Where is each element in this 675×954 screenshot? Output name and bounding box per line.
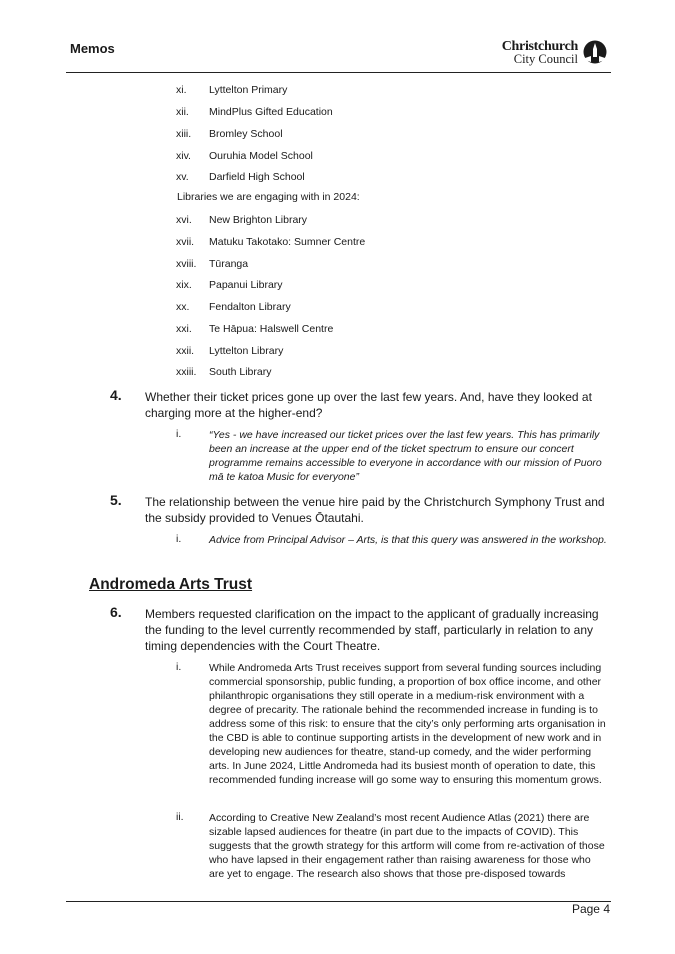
list-item: xii. MindPlus Gifted Education	[176, 106, 333, 118]
answer-number: i.	[176, 533, 182, 545]
list-item: xv. Darfield High School	[176, 171, 305, 183]
list-item: xx. Fendalton Library	[176, 301, 291, 313]
answer-text: While Andromeda Arts Trust receives support from several funding sources including commercial sponsorship, public funding, a proportion of box office income, and other philanthropic organisations they still operate in a medium-risk environment with a degree of precarity. The rationale behind the recommended increase in funding is to address some of this risk: to ensure that the city’s only performing arts organisation in the CBD is able to continue supporting artists in the development of new work and in developing new audiences for theatre, stand-up comedy, and the wider performing arts. In June 2024, Little Andromeda had its busiest month of operation to date, this recommended funding increase will go some way to ensuring this momentum grows.	[209, 662, 606, 786]
libraries-intro: Libraries we are engaging with in 2024:	[177, 191, 360, 203]
question-number: 4.	[110, 387, 122, 403]
answer-number: ii.	[176, 811, 184, 823]
list-item: xix. Papanui Library	[176, 279, 283, 291]
list-item: xvi. New Brighton Library	[176, 214, 308, 226]
list-item: xxii. Lyttelton Library	[176, 345, 284, 357]
header-divider	[66, 72, 611, 73]
council-logo	[496, 40, 608, 70]
question-text: The relationship between the venue hire paid by the Christchurch Symphony Trust and the subsidy provided to Venues Ōtautahi.	[145, 495, 605, 525]
list-item: xviii. Tūranga	[176, 258, 249, 270]
logo-line-2: City Council	[513, 52, 578, 66]
footer-divider	[66, 901, 611, 902]
question-text: Whether their ticket prices gone up over the last few years. And, have they looked at charging more at the higher-end?	[145, 390, 592, 420]
logo-line-1: Christchurch	[501, 39, 578, 54]
answer-text: Advice from Principal Advisor – Arts, is that this query was answered in the workshop.	[209, 534, 607, 546]
list-item: xxiii. South Library	[176, 366, 272, 378]
section-heading: Andromeda Arts Trust	[89, 576, 253, 593]
answer-number: i.	[176, 661, 182, 673]
question-text: Members requested clarification on the impact to the applicant of gradually increasing the funding to the level currently recommended by staff, particularly in relation to any timing dependencies with the Court Theatre.	[145, 607, 599, 653]
list-item: xiii. Bromley School	[176, 128, 283, 140]
answer-text: “Yes - we have increased our ticket prices over the last few years. This has primarily been an increase at the upper end of the ticket spectrum to ensure our concert programme remains accessible to everyone in accordance with our mission of Puoro mā te katoa Music for everyone”	[209, 429, 602, 483]
list-item: xi. Lyttelton Primary	[176, 84, 288, 96]
list-item: xvii. Matuku Takotako: Sumner Centre	[176, 236, 366, 248]
page-number: Page 4	[571, 902, 610, 916]
list-item: xxi. Te Hāpua: Halswell Centre	[176, 323, 334, 335]
cathedral-logo-icon	[582, 40, 608, 66]
answer-text: According to Creative New Zealand’s most recent Audience Atlas (2021) there are sizable lapsed audiences for theatre (in part due to the impacts of COVID). This suggests that the growth strategy for this artform will come from re-activation of those who have lapsed in their engagement rather than raising awareness for those who are yet to engage. The research also shows that those pre-disposed towards	[209, 812, 605, 880]
question-number: 6.	[110, 604, 122, 620]
page-header-title: Memos	[70, 41, 115, 56]
answer-number: i.	[176, 428, 182, 440]
list-item: xiv. Ouruhia Model School	[176, 150, 313, 162]
question-number: 5.	[110, 492, 122, 508]
